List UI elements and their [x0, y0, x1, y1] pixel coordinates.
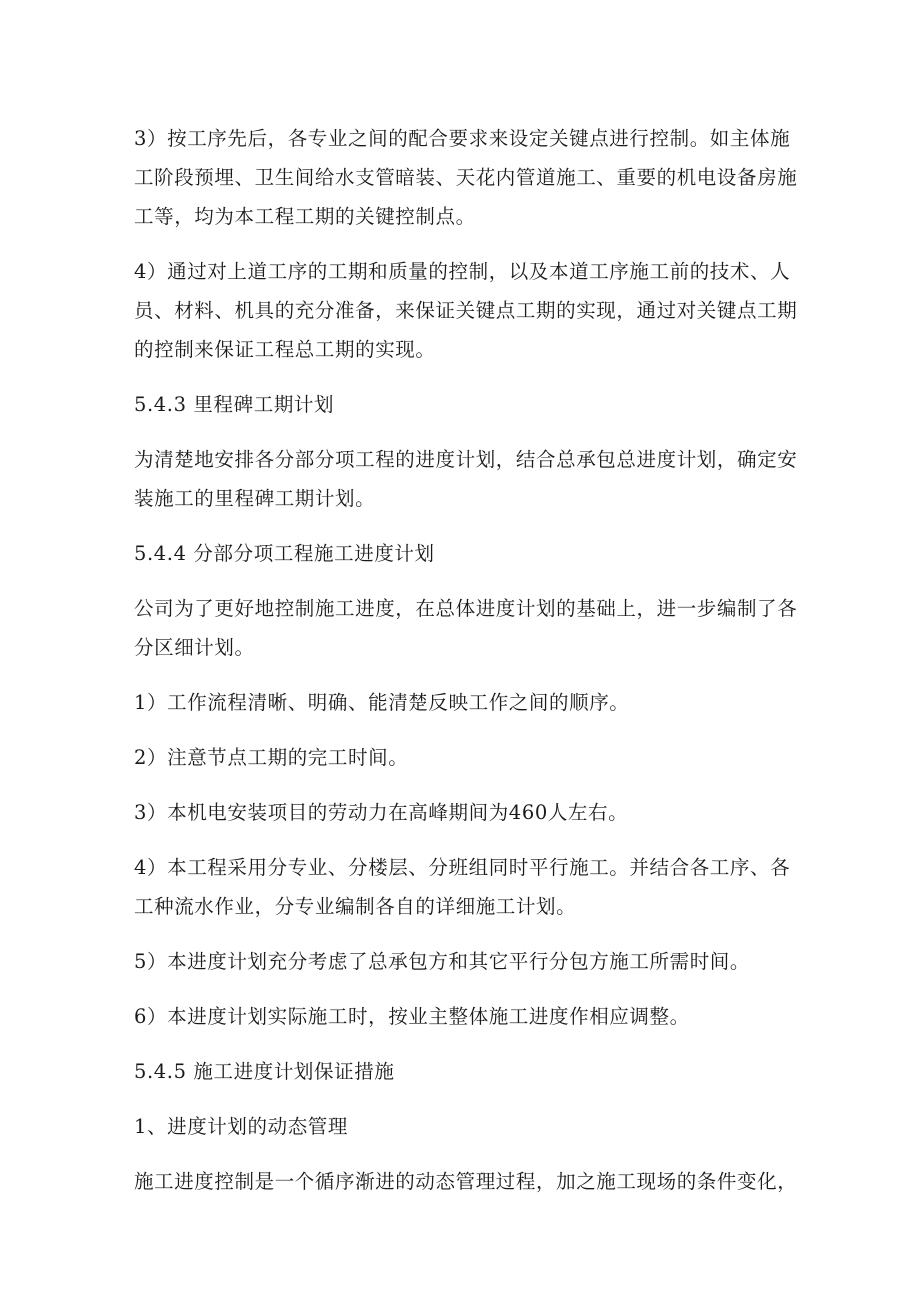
subsection-heading: 1、进度计划的动态管理 [134, 1115, 349, 1138]
list-item: 6）本进度计划实际施工时，按业主整体施工进度作相应调整。 [134, 1005, 690, 1028]
document-body [134, 119, 798, 1201]
text-line: 员、材料、机具的充分准备，来保证关键点工期的实现，通过对关键点工期 [134, 299, 798, 322]
section-heading: 5.4.4 分部分项工程施工进度计划 [134, 542, 435, 565]
text-line: 分区细计划。 [134, 636, 255, 659]
section-heading: 5.4.5 施工进度计划保证措施 [134, 1060, 395, 1083]
list-item-continuation: 工种流水作业，分专业编制各自的详细施工计划。 [134, 895, 577, 918]
text-line: 施工进度控制是一个循序渐进的动态管理过程，加之施工现场的条件变化， [134, 1170, 798, 1193]
section-heading: 5.4.3 里程碑工期计划 [134, 393, 335, 416]
list-item: 1）工作流程清晰、明确、能清楚反映工作之间的顺序。 [134, 691, 630, 714]
text-line: 装施工的里程碑工期计划。 [134, 487, 376, 510]
text-line: 3）按工序先后，各专业之间的配合要求来设定关键点进行控制。如主体施 [134, 127, 791, 150]
list-item: 5）本进度计划充分考虑了总承包方和其它平行分包方施工所需时间。 [134, 950, 751, 973]
list-item: 4）本工程采用分专业、分楼层、分班组同时平行施工。并结合各工序、各 [134, 856, 791, 879]
list-item: 2）注意节点工期的完工时间。 [134, 746, 409, 769]
list-item: 3）本机电安装项目的劳动力在高峰期间为460人左右。 [134, 801, 629, 824]
text-line: 4）通过对上道工序的工期和质量的控制，以及本道工序施工前的技术、人 [134, 260, 791, 283]
text-line: 公司为了更好地控制施工进度，在总体进度计划的基础上，进一步编制了各 [134, 597, 798, 620]
text-line: 的控制来保证工程总工期的实现。 [134, 338, 436, 361]
text-line: 为清楚地安排各分部分项工程的进度计划，结合总承包总进度计划，确定安 [134, 448, 798, 471]
text-line: 工等，均为本工程工期的关键控制点。 [134, 205, 476, 228]
text-line: 工阶段预埋、卫生间给水支管暗装、天花内管道施工、重要的机电设备房施 [134, 166, 798, 189]
